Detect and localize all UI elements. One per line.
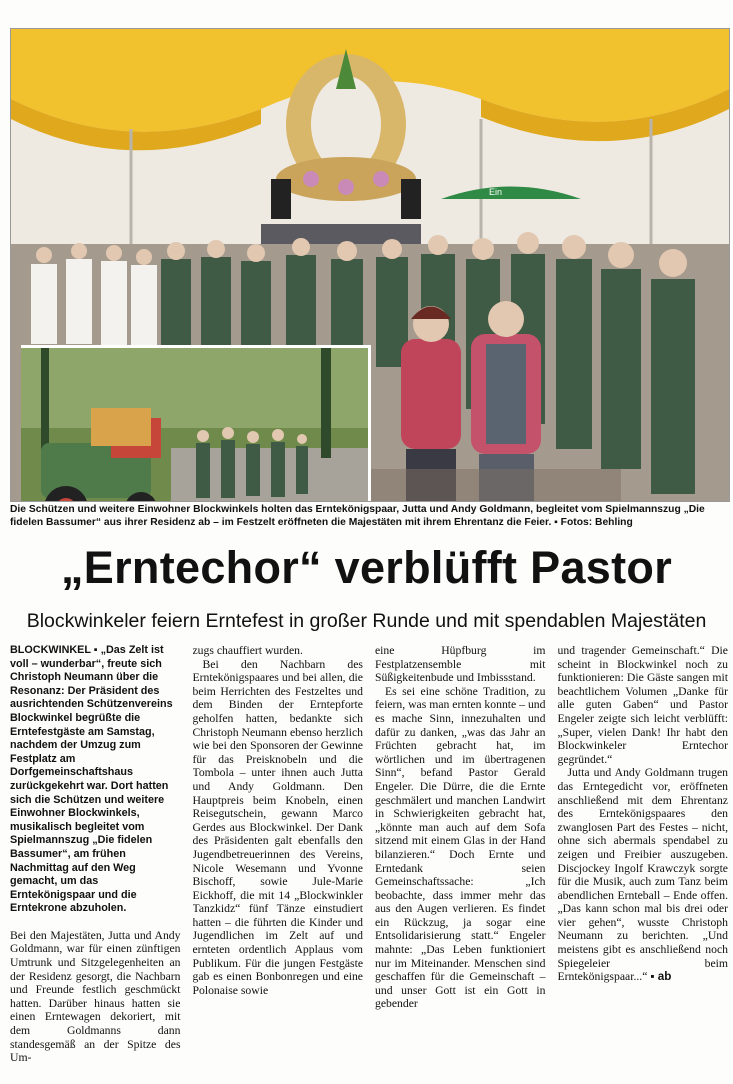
lead-paragraph: [10, 644, 181, 916]
dateline: BLOCKWINKEL ▪: [10, 644, 98, 656]
parade-illustration: [21, 348, 368, 502]
headline: „Erntechor“ verblüfft Pastor: [61, 542, 672, 593]
paragraph: eine Hüpfburg im Festplatzensemble mit Süßigkeitenbude und Imbissstand.: [375, 644, 546, 685]
main-photo: [10, 28, 730, 502]
paragraph: und tragender Gemeinschaft.“ Die scheint in Blockwinkel noch zu funktionieren: Die Gäste sangen mit beachtlichem Volumen „Danke für alle guten Gaben“ und Pastor Engeler zeigte sich leicht verblüfft: „Super, vielen Dank! Ihr habt den Blockwinkeler Erntechor gegründet.“: [557, 644, 728, 766]
column-3: [375, 644, 546, 1080]
photo-caption: Die Schützen und weitere Einwohner Blockwinkels holten das Erntekönigspaar, Jutta und Andy Goldmann, begleitet vom Spielmannszug „Die fidelen Bassumer“ aus ihrer Residenz ab – im Festzelt eröffneten die Majestäten mit ihrem Ehrentanz die Feier. ▪ Fotos: Behling: [10, 504, 705, 528]
author-signature: ▪ ab: [650, 970, 672, 984]
lead-text: „Das Zelt ist voll – wunderbar“, freute sich Christoph Neumann über die Resonanz: Der Präsident des ausrichtenden Schützenvereins Blockwinkel begrüßte die Erntefestgäste am Samstag, nachdem der Umzug zum Festplatz am Dorfgemeinschaftshaus zurückgekehrt war. Dort hatten sich die Schützen und weitere Einwohner Blockwinkels, musikalisch begleitet vom Spielmannszug „Die fidelen Bassumer“, am frühen Nachmittag auf den Weg gemacht, um das Erntekönigspaar und die Erntekrone abzuholen.: [10, 644, 173, 915]
subheadline: Blockwinkeler feiern Erntefest in großer Runde und mit spendablen Majestäten: [26, 610, 707, 632]
column-2: [193, 644, 364, 1080]
paragraph: [558, 766, 729, 984]
inset-photo-parade: [21, 345, 371, 502]
paragraph: Es sei eine schöne Tradition, zu feiern, was man ernten konnte – und es mache Sinn, innezuhalten und dafür zu danken, „was das Jahr an Früchten gebracht hat, im wörtlichen und im übertragenen Sinn“, befand Pastor Gerald Engeler. Die Dürre, die die Ernte geschmälert und manchen Landwirt in Schwierigkeiten gebracht hat, „könnte man auch auf dem Sofa sitzend mit einem Glas in der Hand bilanzieren.“ Doch Ernte und Erntedank seien Gemeinschaftssache: „Ich beobachte, dass immer mehr das aus den Augen verlieren. Es findet ein Rückzug, ja sogar eine Entsolidarisierung statt.“ Engeler mahnte: „Das Leben funktioniert nur im Miteinander. Menschen sind geschaffen für die Gemeinschaft – und unser Gott ist ein Gott in gebender: [375, 684, 546, 1011]
article-body: [10, 644, 728, 1080]
column-1: [10, 644, 181, 1080]
parasol-label: Ein: [489, 187, 503, 197]
paragraph: zugs chauffiert wurden.: [192, 644, 303, 657]
paragraph-text: Jutta und Andy Goldmann trugen das Erntegedicht vor, eröffneten anschließend mit dem Ehrentanz des Erntekönigspaares den zwanglosen Part des Festes – nicht, ohne sich abermals spendabel zu zeigen und Freibier auszugeben. Discjockey Ingolf Krawczyk sorgte für die Musik, auch zum Tanz beim abendlichen Ernteball – Ende offen. „Das kann schon mal bis drei oder vier gehen“, wusste Christoph Neumann zu berichten. „Und meistens gibt es anschließend noch Spiegeleier beim Erntekönigspaar...“: [557, 766, 728, 984]
paragraph: Bei den Nachbarn des Erntekönigspaares und bei allen, die beim Herrichten des Festzeltes und dem Binden der Erntepforte geholfen hatten, bedankte sich Christoph Neumann ebenso herzlich wie bei den Sponsoren der Gewinne für das Preisknobeln und die Tombola – unter ihnen auch Jutta und Andy Goldmann. Den Hauptpreis beim Knobeln, einen Reisegutschein, gewann Marco Gerdes aus Blockwinkel. Der Dank des Präsidenten galt ebenfalls den Jugendbetreuerinnen des Vereins, Nicole Wesemann und Yvonne Bischoff, sowie Jule-Marie Eickhoff, die mit 14 „Blockwinkler Tanzkidz“ fünf Tänze einstudiert hatten – die führten die Kinder und Jugendlichen im Zelt auf und ernteten ordentlich Applaus vom Publikum. Für die jungen Festgäste gab es einen Bonbonregen und eine Polonaise sowie: [192, 657, 363, 997]
column-4: [558, 644, 729, 1080]
paragraph: Bei den Majestäten, Jutta und Andy Goldmann, war für einen zünftigen Umtrunk und Sitzgelegenheiten an der Residenz gesorgt, die Nachbarn und Freunde festlich geschmückt hatten. Darüber hinaus hatten sie einen Erntewagen dekoriert, mit dem Goldmanns dann standesgemäß an der Spitze des Um-: [10, 928, 181, 1065]
